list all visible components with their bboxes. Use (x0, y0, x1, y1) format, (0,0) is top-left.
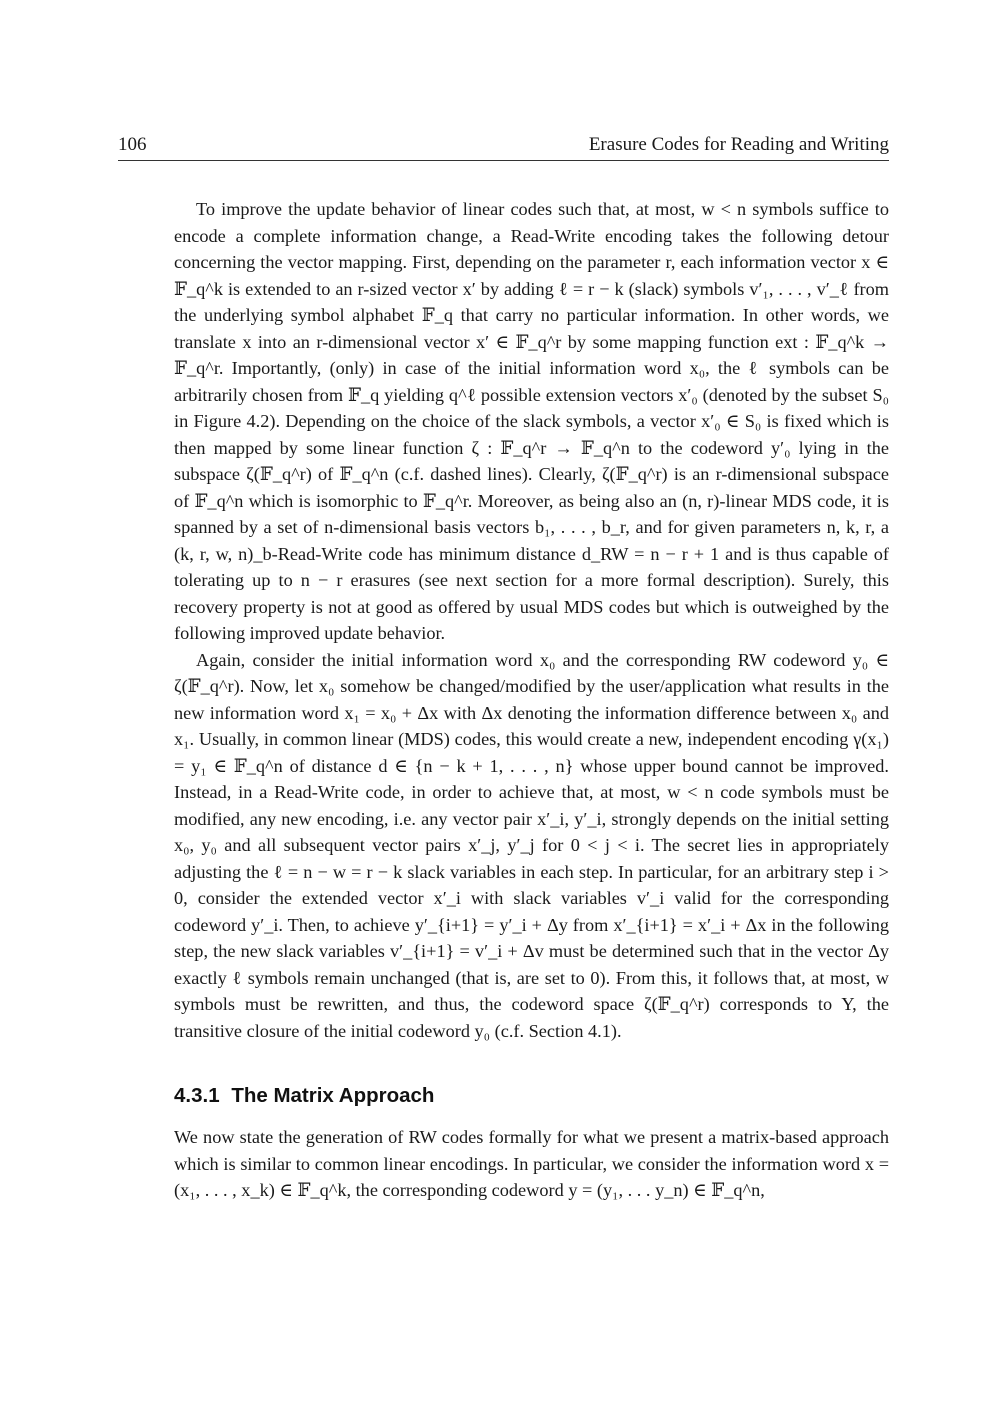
body-text (174, 196, 889, 1204)
page-number: 106 (118, 134, 147, 155)
paragraph-3: We now state the generation of RW codes formally for what we present a matrix-based approach which is similar to common linear encodings. In particular, we consider the information word x = (x₁, . . . , x_k) ∈ 𝔽_q^k, the corresponding codeword y = (y₁, . . . y_n) ∈ 𝔽_q^n, (174, 1127, 889, 1200)
paragraph-2: Again, consider the initial information word x₀ and the corresponding RW codeword y₀ ∈ ζ(𝔽_q^r). Now, let x₀ somehow be changed/modified by the user/application what results in the new information word x₁ = x₀ + Δx with Δx denoting the information difference between x₀ and x₁. Usually, in common linear (MDS) codes, this would create a new, independent encoding γ(x₁) = y₁ ∈ 𝔽_q^n of distance d ∈ {n − k + 1, . . . , n} whose upper bound cannot be improved. Instead, in a Read-Write code, in order to achieve that, at most, w < n code symbols must be modified, any new encoding, i.e. any vector pair x′_i, y′_i, strongly depends on the initial setting x₀, y₀ and all subsequent vector pairs x′_j, y′_j for 0 < j < i. The secret lies in appropriately adjusting the ℓ = n − w = r − k slack variables in each step. In particular, for an arbitrary step i > 0, consider the extended vector x′_i with slack variables v′_i valid for the corresponding codeword y′_i. Then, to achieve y′_{i+1} = y′_i + Δy from x′_{i+1} = x′_i + Δx in the following step, the new slack variables v′_{i+1} = v′_i + Δv must be determined such that in the vector Δy exactly ℓ symbols remain unchanged (that is, are set to 0). From this, it follows that, at most, w symbols must be rewritten, and thus, the codeword space ζ(𝔽_q^r) corresponds to Y, the transitive closure of the initial codeword y₀ (c.f. Section 4.1). (174, 649, 889, 1041)
running-title: Erasure Codes for Reading and Writing (588, 134, 889, 155)
section-title: The Matrix Approach (231, 1084, 435, 1107)
paragraph-1: To improve the update behavior of linear codes such that, at most, w < n symbols suffice to encode a complete information change, a Read-Write encoding takes the following detour concerning the vector mapping. First, depending on the parameter r, each information vector x ∈ 𝔽_q^k is extended to an r-sized vector x′ by adding ℓ = r − k (slack) symbols v′₁, . . . , v′_ℓ from the underlying symbol alphabet 𝔽_q that carry no particular information. In other words, we translate x into an r-dimensional vector x′ ∈ 𝔽_q^r by some mapping function ext : 𝔽_q^k → 𝔽_q^r. Importantly, (only) in case of the initial information word x₀, the ℓ symbols can be arbitrarily chosen from 𝔽_q yielding q^ℓ possible extension vectors x′₀ (denoted by the subset S₀ in Figure 4.2). Depending on the choice of the slack symbols, a vector x′₀ ∈ S₀ is fixed which is then mapped by some linear function ζ : 𝔽_q^r → 𝔽_q^n to the codeword y′₀ lying in the subspace ζ(𝔽_q^r) of 𝔽_q^n (c.f. dashed lines). Clearly, ζ(𝔽_q^r) is an r-dimensional subspace of 𝔽_q^n which is isomorphic to 𝔽_q^r. Moreover, as being also an (n, r)-linear MDS code, it is spanned by a set of n-dimensional basis vectors b₁, . . . , b_r, and for given parameters n, k, r, a (k, r, w, n)_b-Read-Write code has minimum distance d_RW = n − r + 1 and is thus capable of tolerating up to n − r erasures (see next section for a more formal description). Surely, this recovery property is not at good as offered by usual MDS codes but which is outweighed by the following improved update behavior. (174, 199, 889, 643)
section-number: 4.3.1 (174, 1084, 220, 1107)
running-head (118, 133, 889, 161)
section-heading (174, 1082, 889, 1110)
